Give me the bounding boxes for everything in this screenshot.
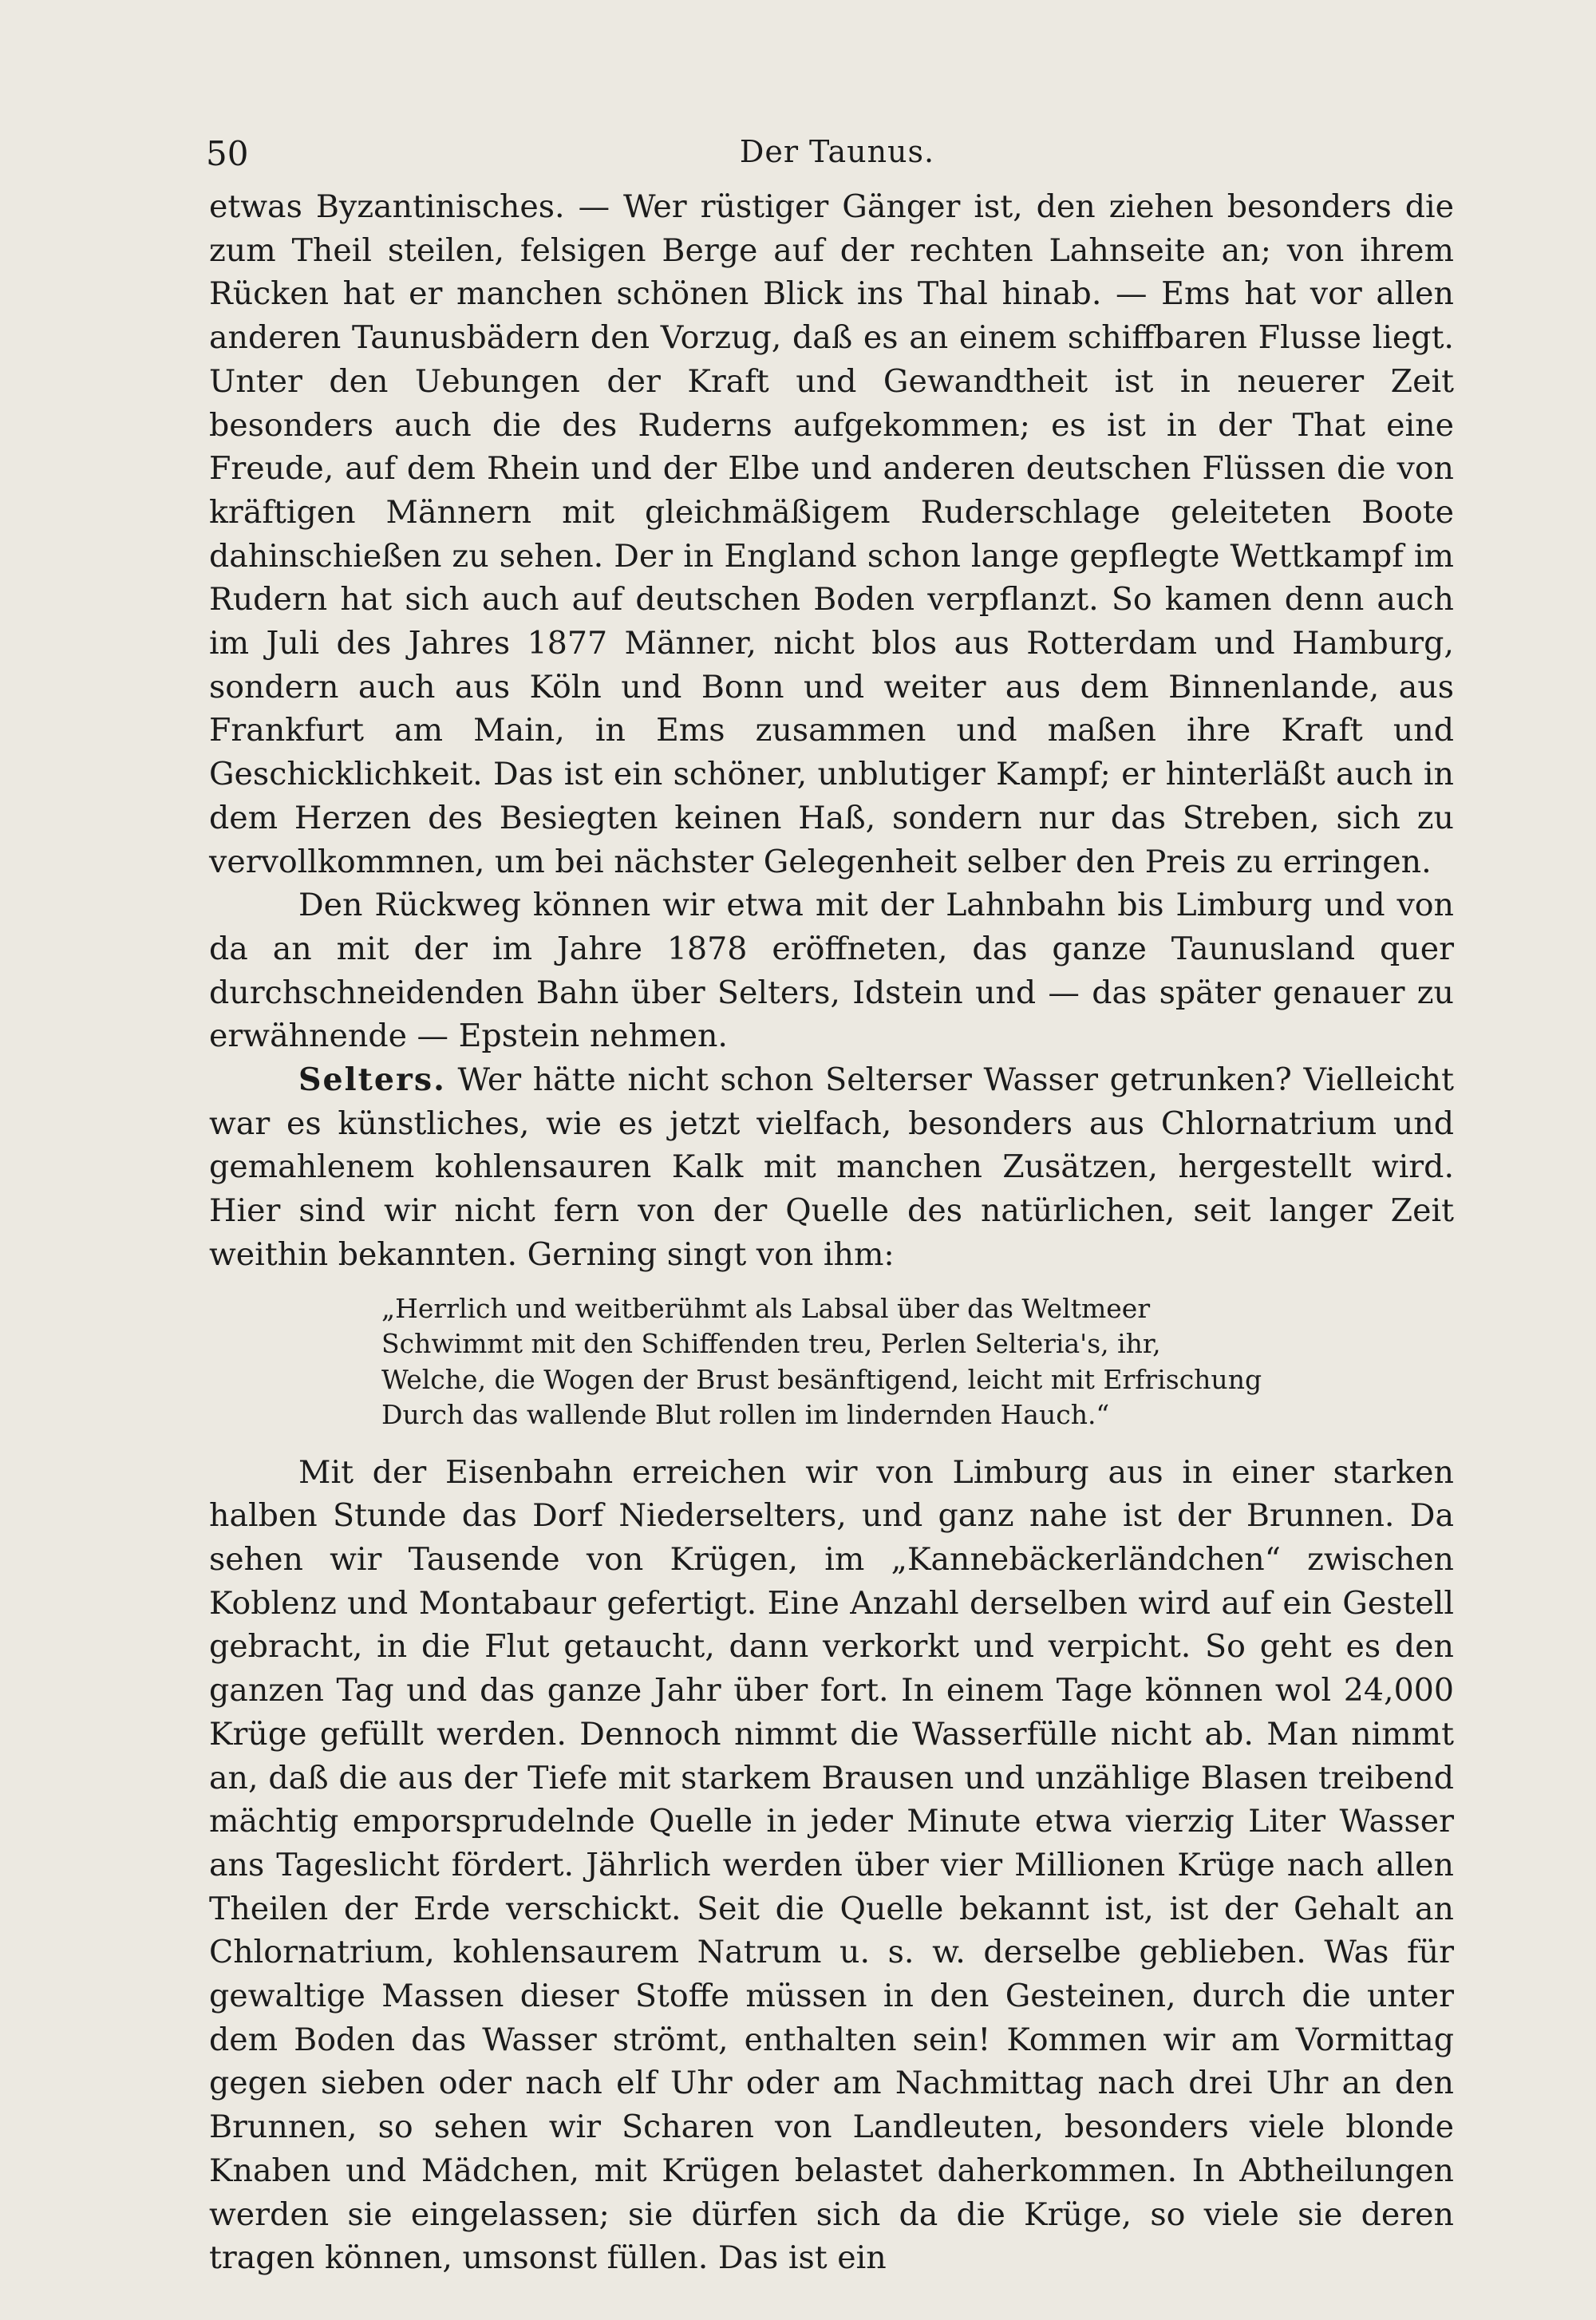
paragraph-selters: [209, 1058, 1454, 1277]
poem-quote: [381, 1291, 1307, 1433]
selters-intro-text: Wer hätte nicht schon Selterser Wasser getrunken? Vielleicht war es künstliches, wie es jetzt vielfach, besonders aus Chlornatrium und gemahlenem kohlensauren Kalk mit manchen Zusätzen, hergestellt wird. Hier sind wir nicht fern von der Quelle des natürlichen, seit langer Zeit weithin bekannten. Gerning singt von ihm:: [209, 1061, 1454, 1273]
poem-line: Welche, die Wogen der Brust besänftigend, leicht mit Erfrischung: [381, 1363, 1262, 1395]
poem-line: Durch das wallende Blut rollen im lindernden Hauch.“: [381, 1399, 1110, 1431]
poem-line: Schwimmt mit den Schiffenden treu, Perlen Selteria's, ihr,: [381, 1328, 1161, 1360]
page-header: [206, 134, 1468, 182]
poem-line: „Herrlich und weitberühmt als Labsal über das Weltmeer: [381, 1292, 1151, 1324]
paragraph-ems: etwas Byzantinisches. — Wer rüstiger Gänger ist, den ziehen besonders die zum Theil steilen, felsigen Berge auf der rechten Lahnseite an; von ihrem Rücken hat er manchen schönen Blick ins Thal hinab. — Ems hat vor allen anderen Taunusbädern den Vorzug, daß es an einem schiffbaren Flusse liegt. Unter den Uebungen der Kraft und Gewandtheit ist in neuerer Zeit besonders auch die des Ruderns aufgekommen; es ist in der That eine Freude, auf dem Rhein und der Elbe und anderen deutschen Flüssen die von kräftigen Männern mit gleichmäßigem Ruderschlage geleiteten Boote dahinschießen zu sehen. Der in England schon lange gepflegte Wettkampf im Rudern hat sich auch auf deutschen Boden verpflanzt. So kamen denn auch im Juli des Jahres 1877 Männer, nicht blos aus Rotterdam und Hamburg, sondern auch aus Köln und Bonn und weiter aus dem Binnenlande, aus Frankfurt am Main, in Ems zusammen und maßen ihre Kraft und Geschicklichkeit. Das ist ein schöner, unblutiger Kampf; er hinterläßt auch in dem Herzen des Besiegten keinen Haß, sondern nur das Streben, sich zu vervollkommnen, um bei nächster Gelegenheit selber den Preis zu erringen.: [209, 188, 1454, 880]
running-title: Der Taunus.: [739, 134, 935, 169]
page-number: 50: [206, 134, 249, 173]
section-heading-selters: Selters.: [298, 1061, 446, 1099]
paragraph-niederselters: Mit der Eisenbahn erreichen wir von Limburg aus in einer starken halben Stunde das Dorf Niederselters, und ganz nahe ist der Brunnen. Da sehen wir Tausende von Krügen, im „Kannebäckerländchen“ zwischen Koblenz und Montabaur gefertigt. Eine Anzahl derselben wird auf ein Gestell gebracht, in die Flut getaucht, dann verkorkt und verpicht. So geht es den ganzen Tag und das ganze Jahr über fort. In einem Tage können wol 24,000 Krüge gefüllt werden. Dennoch nimmt die Wasserfülle nicht ab. Man nimmt an, daß die aus der Tiefe mit starkem Brausen und unzählige Blasen treibend mächtig emporsprudelnde Quelle in jeder Minute etwa vierzig Liter Wasser ans Tageslicht fördert. Jährlich werden über vier Millionen Krüge nach allen Theilen der Erde verschickt. Seit die Quelle bekannt ist, ist der Gehalt an Chlornatrium, kohlensaurem Natrum u. s. w. derselbe geblieben. Was für gewaltige Massen dieser Stoffe müssen in den Gesteinen, durch die unter dem Boden das Wasser strömt, enthalten sein! Kommen wir am Vormittag gegen sieben oder nach elf Uhr oder am Nachmittag nach drei Uhr an den Brunnen, so sehen wir Scharen von Landleuten, besonders viele blonde Knaben und Mädchen, mit Krügen belastet daherkommen. In Abtheilungen werden sie eingelassen; sie dürfen sich da die Krüge, so viele sie deren tragen können, umsonst füllen. Das ist ein: [209, 1453, 1454, 2277]
body-text: [209, 185, 1454, 2280]
paragraph-rueckweg: Den Rückweg können wir etwa mit der Lahnbahn bis Limburg und von da an mit der im Jahre 1878 eröffneten, das ganze Taunusland quer durchschneidenden Bahn über Selters, Idstein und — das später genauer zu erwähnende — Epstein nehmen.: [209, 887, 1454, 1055]
